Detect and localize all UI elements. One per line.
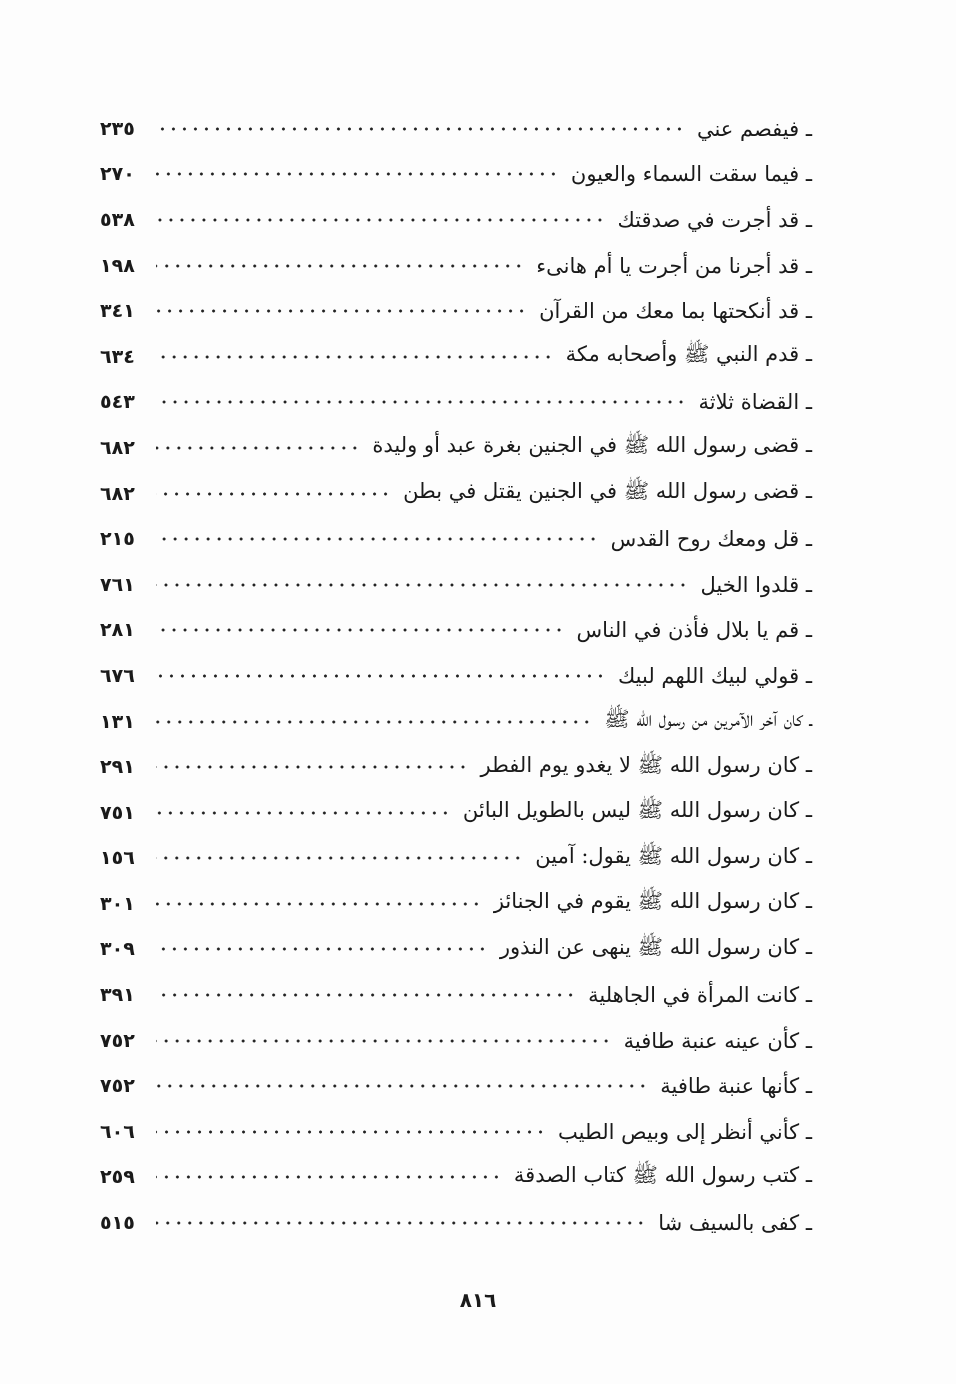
dot-leader (156, 254, 524, 278)
dot-leader (156, 1074, 648, 1098)
page-number: ٨١٦ (459, 1288, 497, 1312)
entry-page-number: ٢٧٠ (100, 163, 135, 186)
entry-title: ـ قد أجرنا من أجرت يا أم هانىء (536, 253, 812, 278)
dot-leader (156, 436, 360, 460)
entry-title: ـ فيفصم عني (696, 116, 812, 141)
entry-page-number: ١٥٦ (100, 847, 135, 870)
index-entry (100, 197, 812, 243)
index-entry (100, 972, 812, 1018)
entry-page-number: ٦٨٢ (100, 482, 135, 505)
entry-page-number: ٧٥٢ (100, 1075, 135, 1098)
dot-leader (156, 937, 488, 961)
index-entry (100, 243, 812, 289)
entry-title: ـ كفى بالسيف شا (658, 1211, 812, 1236)
entry-page-number: ٧٦١ (100, 573, 135, 596)
entry-title: ـ قل ومعك روح القدس (610, 527, 812, 552)
dot-leader (156, 573, 688, 597)
entry-title: ـ كان رسول الله ﷺ ليس بالطويل البائن (462, 798, 812, 823)
index-entry (100, 881, 812, 927)
entry-title: ـ كان رسول الله ﷺ ينهى عن النذور (499, 934, 812, 959)
index-entry (100, 562, 812, 608)
dot-leader (156, 208, 605, 232)
entry-title: ـ قد أنكحتها بما معك من القرآن (539, 299, 812, 324)
dot-leader (156, 345, 554, 369)
index-entry (100, 334, 812, 380)
entry-title: ـ قدم النبي ﷺ وأصحابه مكة (565, 342, 812, 367)
index-entry (100, 106, 812, 152)
entry-page-number: ٧٥١ (100, 801, 135, 824)
entry-page-number: ٦٣٤ (100, 345, 135, 368)
entry-title: ـ قم يا بلال فأذن في الناس (576, 618, 812, 643)
dot-leader (156, 710, 592, 734)
entry-page-number: ٦٨٢ (100, 436, 135, 459)
dot-leader (156, 801, 451, 825)
entry-title: ـ كان رسول الله ﷺ لا يغدو يوم الفطر (480, 752, 812, 777)
dot-leader (156, 299, 527, 323)
index-entry (100, 1018, 812, 1064)
entry-page-number: ٢٨١ (100, 619, 135, 642)
index-entry (100, 152, 812, 198)
dot-leader (156, 755, 468, 779)
entry-page-number: ٢١٥ (100, 528, 135, 551)
entry-page-number: ٥٣٨ (100, 208, 135, 231)
dot-leader (156, 846, 523, 870)
dot-leader (156, 618, 565, 642)
entry-page-number: ٦٧٦ (100, 664, 135, 687)
dot-leader (156, 117, 685, 141)
dot-leader (156, 162, 559, 186)
dot-leader (156, 892, 482, 916)
entry-page-number: ٣٤١ (100, 300, 135, 323)
entry-title: ـ كتب رسول الله ﷺ كتاب الصدقة (513, 1162, 812, 1187)
dot-leader (156, 664, 606, 688)
entry-page-number: ٣٠٩ (100, 938, 135, 961)
entry-page-number: ١٩٨ (100, 254, 135, 277)
entry-page-number: ٥٤٣ (100, 391, 135, 414)
index-entry (100, 425, 812, 471)
dot-leader (156, 1165, 502, 1189)
entry-title: ـ كأني أنظر إلى وبيص الطيب (558, 1119, 812, 1144)
dot-leader (156, 1029, 612, 1053)
index-entry (100, 836, 812, 882)
dot-leader (156, 390, 687, 414)
entry-title: ـ قضى رسول الله ﷺ في الجنين بغرة عبد أو وليدة (372, 433, 812, 458)
index-entry (100, 790, 812, 836)
index-entry (100, 1200, 812, 1246)
index-entry (100, 1109, 812, 1155)
entry-title: ـ كان رسول الله ﷺ يقوم في الجنائز (493, 889, 812, 914)
dot-leader (156, 527, 599, 551)
entry-title: ـ قولي لبيك اللهم لبيك (617, 663, 812, 688)
dot-leader (156, 983, 576, 1007)
entry-page-number: ٢٩١ (100, 756, 135, 779)
entry-title: ـ فيما سقت السماء والعيون (570, 162, 812, 187)
index-entry (100, 471, 812, 517)
entry-page-number: ٢٥٩ (100, 1166, 135, 1189)
index-entry (100, 608, 812, 654)
entry-page-number: ١٣١ (100, 710, 135, 733)
index-entry (100, 1063, 812, 1109)
index-entry (100, 744, 812, 790)
dot-leader (156, 1211, 646, 1235)
entry-page-number: ٦٠٦ (100, 1120, 135, 1143)
entry-page-number: ٣٩١ (100, 984, 135, 1007)
index-entry (100, 380, 812, 426)
index-entry (100, 1155, 812, 1201)
index-entry (100, 927, 812, 973)
entry-title: ـ كان آخر الآمرين من رسول الله ﷺ (604, 707, 812, 732)
index-entry (100, 653, 812, 699)
entry-page-number: ٥١٥ (100, 1212, 135, 1235)
entry-title: ـ قد أجرت في صدقتك (617, 207, 812, 232)
index-entry (100, 288, 812, 334)
dot-leader (156, 1120, 546, 1144)
entry-title: ـ كأن عينه عنبة طافية (623, 1028, 812, 1053)
entry-page-number: ٢٣٥ (100, 117, 135, 140)
hadith-index-list (100, 106, 812, 1246)
entry-title: ـ القضاة ثلاثة (698, 390, 812, 415)
index-entry (100, 516, 812, 562)
entry-title: ـ قضى رسول الله ﷺ في الجنين يقتل في بطن (403, 479, 812, 504)
index-entry (100, 699, 812, 745)
entry-title: ـ كأنها عنبة طافية (660, 1074, 812, 1099)
entry-page-number: ٣٠١ (100, 892, 135, 915)
entry-page-number: ٧٥٢ (100, 1029, 135, 1052)
entry-title: ـ كانت المرأة في الجاهلية (588, 983, 812, 1008)
entry-title: ـ قلدوا الخيل (700, 572, 812, 597)
entry-title: ـ كان رسول الله ﷺ يقول: آمين (535, 843, 812, 868)
dot-leader (156, 482, 391, 506)
